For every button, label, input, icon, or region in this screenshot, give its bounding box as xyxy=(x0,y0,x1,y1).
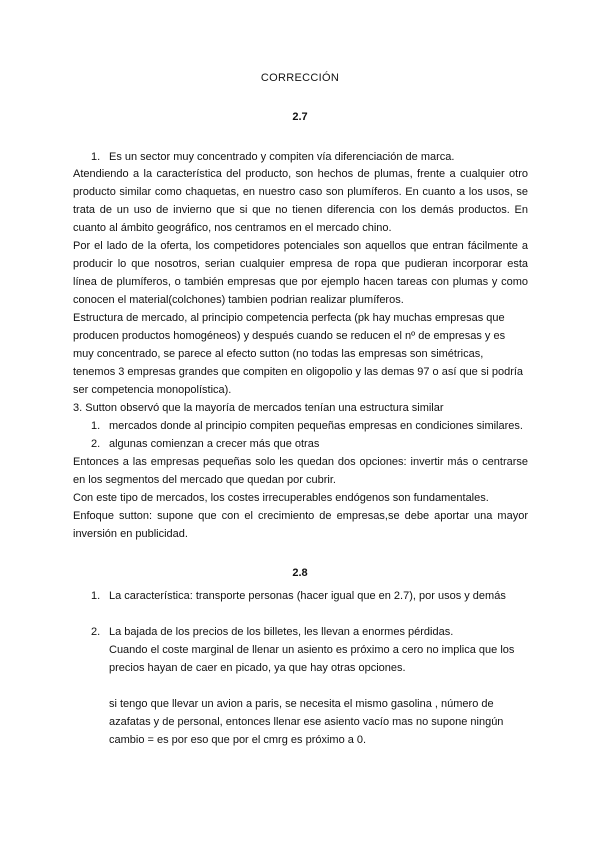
list-item-continuation: precios hayan de caer en picado, ya que hay otras opciones. xyxy=(109,662,406,674)
list-number: 2. xyxy=(91,438,101,450)
paragraph-line: cuanto al ámbito geográfico, nos centramos en el mercado chino. xyxy=(73,222,392,234)
paragraph-line: muy concentrado, se parece al efecto sutton (no todas las empresas son simétricas, xyxy=(73,348,484,360)
paragraph-line: producir lo que nosotros, serian cualquier empresa de ropa que pudieran incorporar esta xyxy=(73,258,528,270)
paragraph-line: conocen el material(colchones) tambien podrian realizar plumíferos. xyxy=(73,294,404,306)
paragraph-line: Atendiendo a la característica del producto, son hechos de plumas, frente a cualquier otro xyxy=(73,168,528,180)
paragraph-line: línea de plumíferos, o también empresas que por ejemplo hacen tareas con plumas y como xyxy=(73,276,528,288)
list-number: 1. xyxy=(91,590,101,602)
paragraph-line: producto similar como chaquetas, en nuestro caso son plumíferos. En cuanto a los usos, se xyxy=(73,186,528,198)
list-number: 1. xyxy=(91,151,101,163)
list-item-continuation: Cuando el coste marginal de llenar un asiento es próximo a cero no implica que los xyxy=(109,644,515,656)
paragraph-line: ser competencia monopolística). xyxy=(73,384,232,396)
list-item-continuation: azafatas y de personal, entonces llenar ese asiento vacío mas no supone ningún xyxy=(109,716,504,728)
list-item-continuation: cambio = es por eso que por el cmrg es próximo a 0. xyxy=(109,734,367,746)
paragraph-line: inversión en publicidad. xyxy=(73,528,188,540)
list-number: 1. xyxy=(91,420,101,432)
paragraph-line: producen productos homogéneos) y después cuando se reducen el nº de empresas y es xyxy=(73,330,506,342)
list-item-text: La característica: transporte personas (hacer igual que en 2.7), por usos y demás xyxy=(109,590,506,602)
list-item-text: La bajada de los precios de los billetes, les llevan a enormes pérdidas. xyxy=(109,626,454,638)
section-heading-2-8: 2.8 xyxy=(292,567,308,579)
paragraph-line: Entonces a las empresas pequeñas solo les quedan dos opciones: invertir más o centrarse xyxy=(73,456,528,468)
document-title: CORRECCIÓN xyxy=(260,72,340,84)
list-item-text: algunas comienzan a crecer más que otras xyxy=(109,438,320,450)
paragraph-line: Enfoque sutton: supone que con el crecimiento de empresas,se debe aportar una mayor xyxy=(73,510,528,522)
section-heading-2-7: 2.7 xyxy=(292,111,308,123)
paragraph-line: Estructura de mercado, al principio competencia perfecta (pk hay muchas empresas que xyxy=(73,312,505,324)
paragraph-line: tenemos 3 empresas grandes que compiten en oligopolio y las demas 97 o así que si podría xyxy=(73,366,524,378)
list-number: 2. xyxy=(91,626,101,638)
list-item-continuation: si tengo que llevar un avion a paris, se necesita el mismo gasolina , número de xyxy=(109,698,494,710)
list-item-text: mercados donde al principio compiten pequeñas empresas en condiciones similares. xyxy=(109,420,523,432)
paragraph-line: trata de un uso de invierno que si que no tienen diferencia con los demás productos. En xyxy=(73,204,528,216)
paragraph-line: 3. Sutton observó que la mayoría de mercados tenían una estructura similar xyxy=(73,402,444,414)
paragraph-line: Con este tipo de mercados, los costes irrecuperables endógenos son fundamentales. xyxy=(73,492,489,504)
paragraph-line: en los segmentos del mercado que quedan por cubrir. xyxy=(73,474,336,486)
paragraph-line: Por el lado de la oferta, los competidores potenciales son aquellos que entran fácilmente a xyxy=(73,240,528,252)
list-item-text: Es un sector muy concentrado y compiten vía diferenciación de marca. xyxy=(109,151,455,163)
